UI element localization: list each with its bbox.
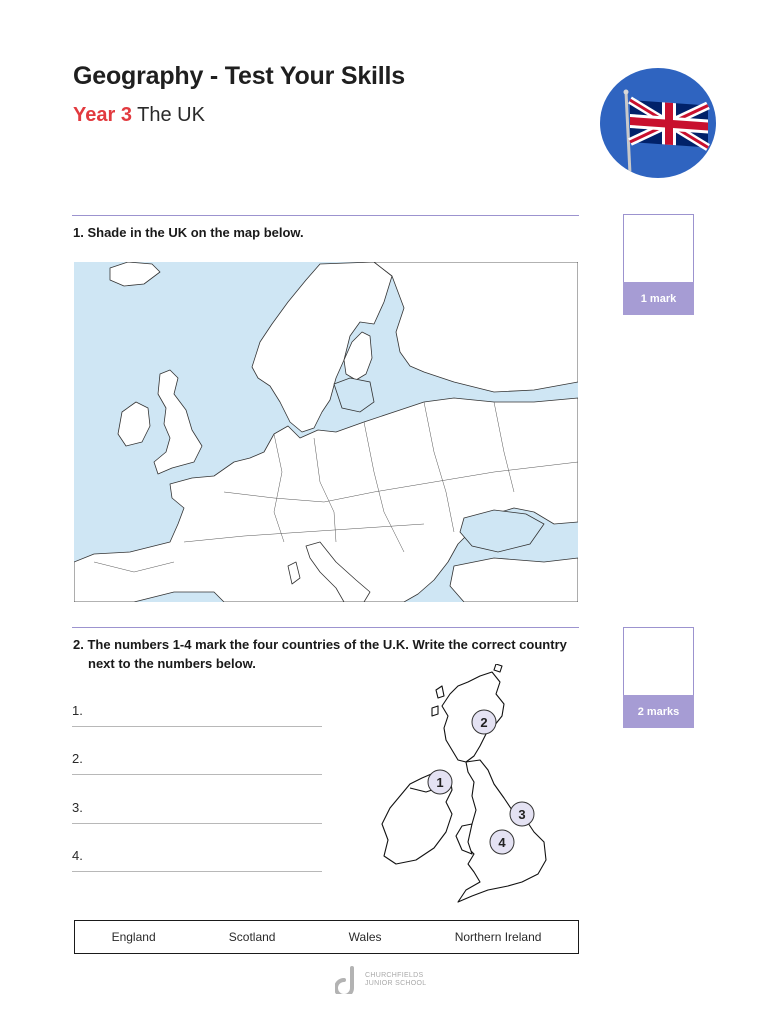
- school-logo-icon: [335, 966, 359, 994]
- answer-line-4[interactable]: [72, 848, 322, 872]
- marker-2: 2: [480, 715, 488, 730]
- marker-3: 3: [518, 807, 526, 822]
- answer-line-1[interactable]: [72, 703, 322, 727]
- word-bank-item: England: [111, 930, 156, 944]
- word-bank-item: Wales: [348, 930, 382, 944]
- answer-number: 1.: [72, 703, 83, 718]
- answer-number: 4.: [72, 848, 83, 863]
- logo-line-2: JUNIOR SCHOOL: [365, 980, 427, 987]
- page-subtitle: [73, 104, 205, 127]
- section-divider: [72, 215, 579, 216]
- page-title: Geography - Test Your Skills: [73, 62, 405, 90]
- question-1-mark-box[interactable]: [623, 214, 694, 315]
- word-bank: [74, 920, 579, 954]
- uk-map: [376, 664, 584, 910]
- marker-4: 4: [498, 835, 506, 850]
- question-2-mark-box[interactable]: [623, 627, 694, 728]
- answer-line-2[interactable]: [72, 751, 322, 775]
- marker-1: 1: [436, 775, 444, 790]
- logo-line-1: CHURCHFIELDS: [365, 972, 424, 979]
- word-bank-item: Scotland: [228, 930, 276, 944]
- year-label: Year 3: [73, 104, 132, 126]
- question-1-text: 1. Shade in the UK on the map below.: [73, 225, 304, 240]
- answer-number: 2.: [72, 751, 83, 766]
- word-bank-item: Northern Ireland: [454, 930, 542, 944]
- union-jack-flag-icon: [600, 68, 716, 178]
- school-logo: [335, 966, 426, 994]
- question-2-marks: 2 marks: [623, 695, 694, 728]
- question-2-text: 2. The numbers 1-4 mark the four countries of the U.K. Write the correct country next to the numbers below.: [73, 637, 567, 671]
- topic-label: The UK: [137, 104, 205, 126]
- question-1-marks: 1 mark: [623, 282, 694, 315]
- section-divider: [72, 627, 579, 628]
- answer-line-3[interactable]: [72, 800, 322, 824]
- answer-number: 3.: [72, 800, 83, 815]
- europe-map[interactable]: [74, 262, 578, 602]
